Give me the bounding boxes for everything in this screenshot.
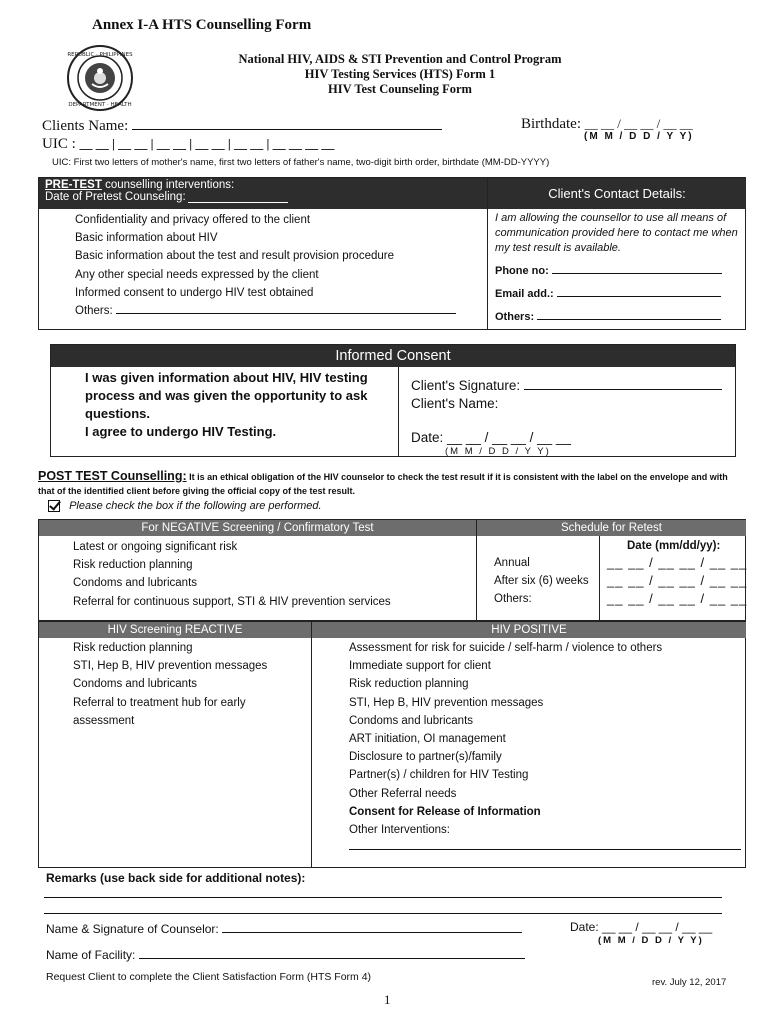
client-signature-field[interactable] [524,377,722,390]
request-note: Request Client to complete the Client Satisfaction Form (HTS Form 4) [46,971,372,983]
consent-date-legend: (M M / D D / Y Y) [445,446,551,457]
reactive-positive-section [38,621,746,868]
contact-others-field[interactable] [537,309,721,320]
pretest-others-label: Others: [75,305,113,318]
uic-label: UIC : [42,136,76,152]
counselor-label: Name & Signature of Counselor: [46,922,219,936]
positive-item[interactable]: Assessment for risk for suicide / self-harm / violence to others [349,642,663,654]
clients-name-label: Clients Name: [42,118,129,134]
positive-item[interactable]: Partner(s) / children for HIV Testing [349,769,529,782]
retest-date-header: Date (mm/dd/yy): [627,540,721,552]
positive-item[interactable]: ART initiation, OI management [349,733,506,746]
negative-header: For NEGATIVE Screening / Confirmatory Test [39,520,476,536]
positive-item[interactable]: Risk reduction planning [349,678,469,691]
retest-row-label: After six (6) weeks [494,575,589,588]
pretest-item[interactable]: Confidentiality and privacy offered to the client [75,214,311,226]
reactive-item[interactable]: Risk reduction planning [73,642,193,654]
retest-row-label: Annual [494,557,530,569]
positive-other-interventions-label: Other Interventions: [349,824,450,837]
retest-date-field[interactable]: __ __ / __ __ / __ __ [607,573,748,589]
birthdate-label: Birthdate: [521,116,581,132]
client-name-label: Client's Name: [411,396,499,411]
reactive-item[interactable]: Referral to treatment hub for early [73,696,246,709]
retest-date-field[interactable]: __ __ / __ __ / __ __ [607,555,748,570]
positive-item[interactable]: Condoms and lubricants [349,714,474,727]
revision-date: rev. July 12, 2017 [652,977,727,988]
contact-others-label: Others: [495,311,535,323]
consent-date-label: Date: [411,430,444,445]
posttest-check-note: Please check the box if the following are performed. [69,500,322,512]
negative-item[interactable]: Referral for continuous support, STI & HIV prevention services [73,595,391,608]
negative-item[interactable]: Latest or ongoing significant risk [73,541,238,553]
pretest-title: PRE-TEST [45,179,102,191]
counselor-date-field[interactable]: __ __ / __ __ / __ __ [602,920,713,934]
contact-header [488,178,746,209]
client-signature-label: Client's Signature: [411,378,521,393]
remarks-line[interactable] [44,897,722,898]
negative-item[interactable]: Condoms and lubricants [73,577,198,590]
positive-item[interactable]: Immediate support for client [349,660,491,673]
svg-text:REPUBLIC · PHILIPPINES: REPUBLIC · PHILIPPINES [67,52,133,58]
birthdate-format-legend: (M M / D D / Y Y) [584,131,694,142]
reactive-item[interactable]: STI, Hep B, HIV prevention messages [73,660,268,673]
informed-consent-section [50,344,736,457]
positive-item-consent-release[interactable]: Consent for Release of Information [349,805,541,818]
birthdate-field[interactable]: __ __ / __ __ / __ __ [584,116,693,131]
contact-title: Client's Contact Details: [548,186,686,201]
posttest-obligation: It is an ethical obligation of the HIV counselor to check the test result if it is consistent with the label on the envelope and with that of the identified client before giving the official copy of the test result. [38,472,728,496]
positive-item[interactable]: Disclosure to partner(s)/family [349,751,502,764]
page-number: 1 [384,992,391,1007]
form-title: HIV Testing Services (HTS) Form 1 [304,67,496,81]
pretest-others-field[interactable] [116,302,456,314]
pretest-header [39,178,487,209]
pretest-section [38,177,746,330]
pretest-item[interactable]: Basic information about HIV [75,232,218,245]
form-subtitle: HIV Test Counseling Form [328,82,472,96]
pretest-date-field[interactable] [188,192,288,203]
reactive-item[interactable]: Condoms and lubricants [73,678,198,691]
annex-title: Annex I-A HTS Counselling Form [92,17,312,33]
svg-text:DEPARTMENT · HEALTH: DEPARTMENT · HEALTH [68,102,132,108]
doh-seal-logo [66,44,134,112]
consent-statement: I was given information about HIV, HIV testing process and was given the opportunity to ask questions. [85,370,368,421]
remarks-label: Remarks (use back side for additional notes): [46,871,306,885]
counselor-field[interactable] [222,921,522,933]
facility-field[interactable] [139,947,525,959]
pretest-title-rest: counselling interventions: [105,179,235,191]
retest-date-field[interactable]: __ __ / __ __ / __ __ [607,591,748,607]
remarks-line[interactable] [44,913,722,914]
pretest-item[interactable]: Any other special needs expressed by the client [75,268,319,281]
reactive-item[interactable]: assessment [73,714,135,727]
retest-header: Schedule for Retest [477,520,746,536]
phone-label: Phone no: [495,265,549,277]
checkbox-icon [48,500,60,512]
other-interventions-field[interactable] [349,849,741,850]
pretest-date-label: Date of Pretest Counseling: [45,191,186,203]
consent-date-field[interactable]: __ __ / __ __ / __ __ [447,430,571,445]
posttest-title: POST TEST Counselling: [38,469,187,483]
uic-field[interactable]: __ __ | __ __ | __ __ | __ __ | __ __ | __ __ __ __ [79,136,335,151]
email-label: Email add.: [495,288,554,300]
consent-header: Informed Consent [51,345,735,367]
phone-field[interactable] [552,263,722,274]
contact-consent-note: I am allowing the counsellor to use all means of communication provided here to contact me when my test result is available. [495,212,738,254]
reactive-header: HIV Screening REACTIVE [39,622,311,638]
negative-item[interactable]: Risk reduction planning [73,559,193,572]
consent-agree: I agree to undergo HIV Testing. [85,424,277,439]
positive-header: HIV POSITIVE [312,622,746,638]
counselor-date-label: Date: [570,920,599,934]
retest-row-label: Others: [494,593,532,606]
positive-item[interactable]: STI, Hep B, HIV prevention messages [349,696,544,709]
clients-name-field[interactable] [132,116,442,130]
negative-screening-section [38,519,746,621]
counselor-date-legend: (M M / D D / Y Y) [598,935,704,946]
uic-note: UIC: First two letters of mother's name, first two letters of father's name, two-digit birth order, birthdate (MM-DD-YYYY) [52,157,550,168]
facility-label: Name of Facility: [46,948,136,962]
positive-item[interactable]: Other Referral needs [349,787,457,800]
pretest-item[interactable]: Basic information about the test and result provision procedure [75,250,394,263]
email-field[interactable] [557,286,721,297]
program-title: National HIV, AIDS & STI Prevention and Control Program [238,52,562,66]
pretest-item[interactable]: Informed consent to undergo HIV test obtained [75,286,314,299]
